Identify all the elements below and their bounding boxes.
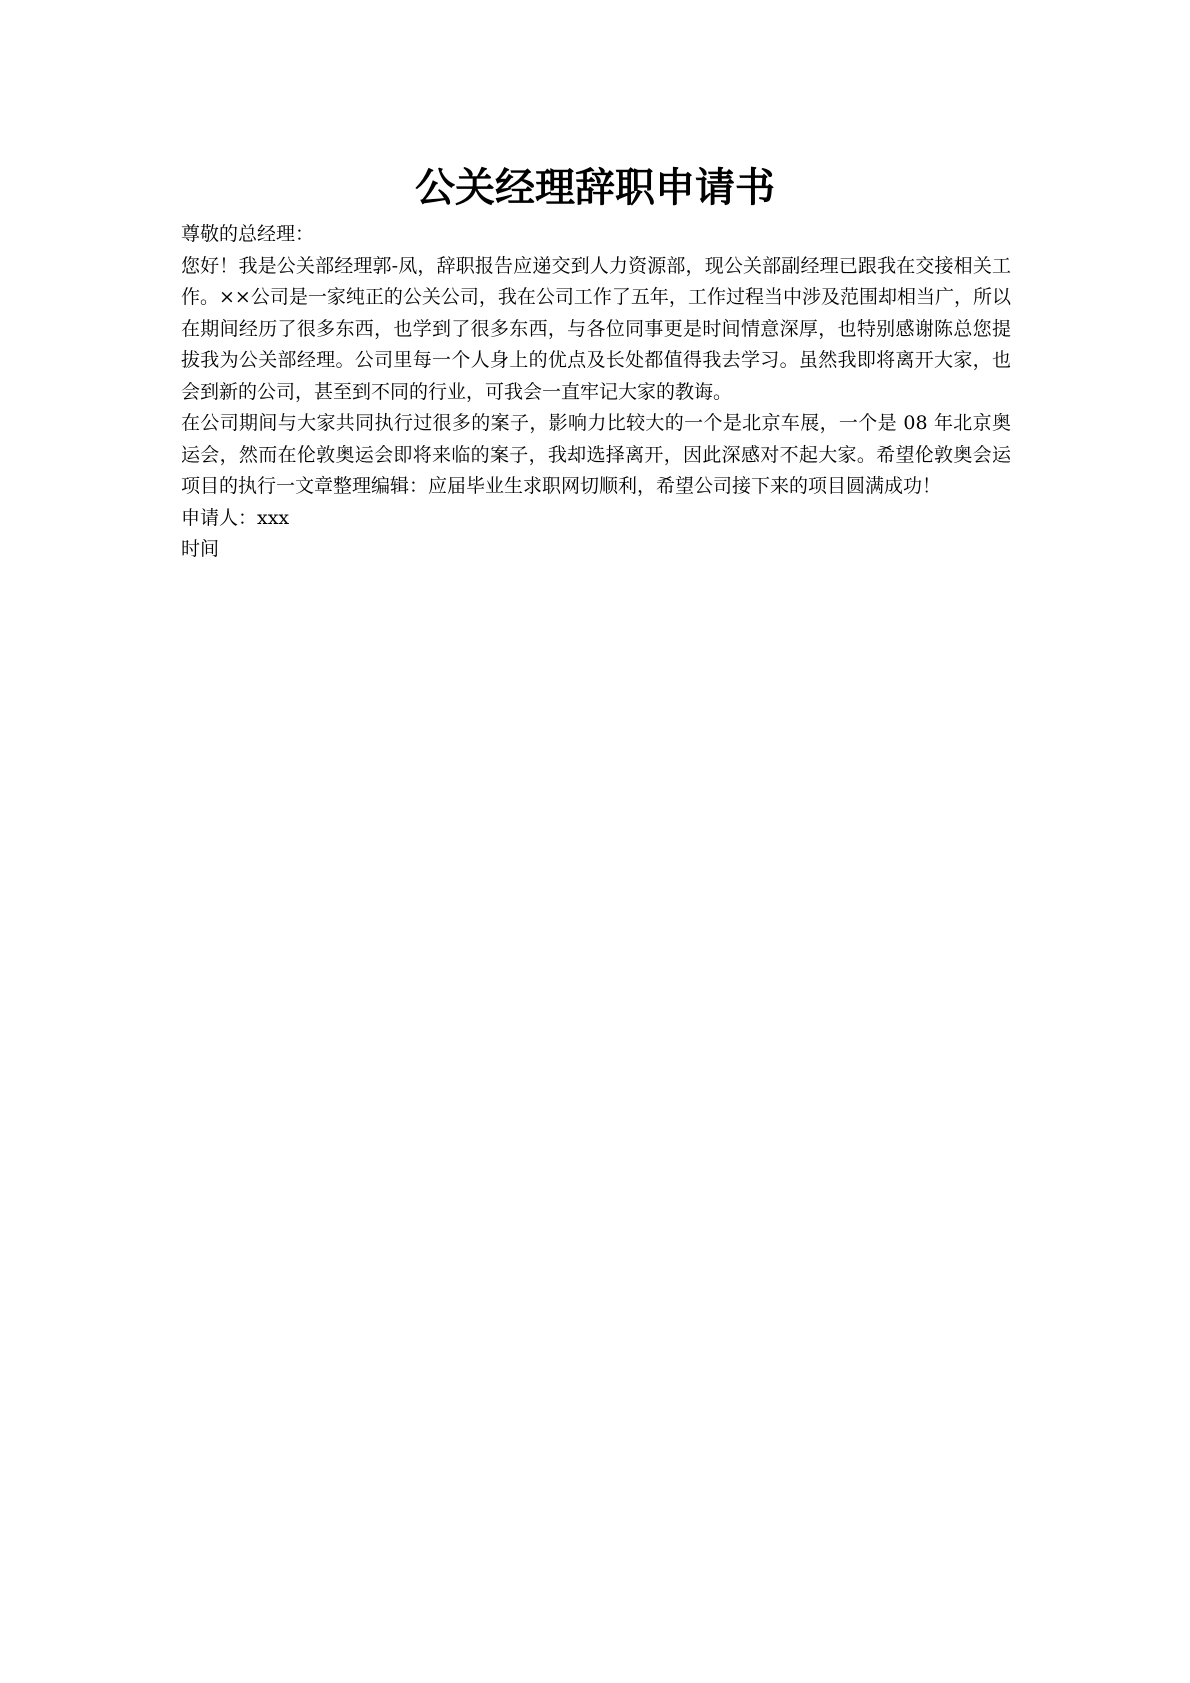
applicant-line: 申请人：xxx bbox=[181, 506, 290, 529]
document-body bbox=[181, 219, 1011, 566]
paragraph-2: 在公司期间与大家共同执行过很多的案子，影响力比较大的一个是北京车展，一个是 08 年北京奥运会，然而在伦敦奥运会即将来临的案子，我却选择离开，因此深感对不起大家。希望伦敦奥会运项目的执行一文章整理编辑：应届毕业生求职网切顺利，希望公司接下来的项目圆满成功！ bbox=[181, 412, 1011, 497]
date-line: 时间 bbox=[181, 538, 220, 560]
paragraph-1: 您好！我是公关部经理郭-凤，辞职报告应递交到人力资源部，现公关部副经理已跟我在交接相关工作。××公司是一家纯正的公关公司，我在公司工作了五年，工作过程当中涉及范围却相当广，所以在期间经历了很多东西，也学到了很多东西，与各位同事更是时间情意深厚，也特别感谢陈总您提拔我为公关部经理。公司里每一个人身上的优点及长处都值得我去学习。虽然我即将离开大家，也会到新的公司，甚至到不同的行业，可我会一直牢记大家的教诲。 bbox=[181, 254, 1011, 403]
document-title: 公关经理辞职申请书 bbox=[415, 165, 775, 211]
salutation: 尊敬的总经理： bbox=[181, 223, 315, 245]
